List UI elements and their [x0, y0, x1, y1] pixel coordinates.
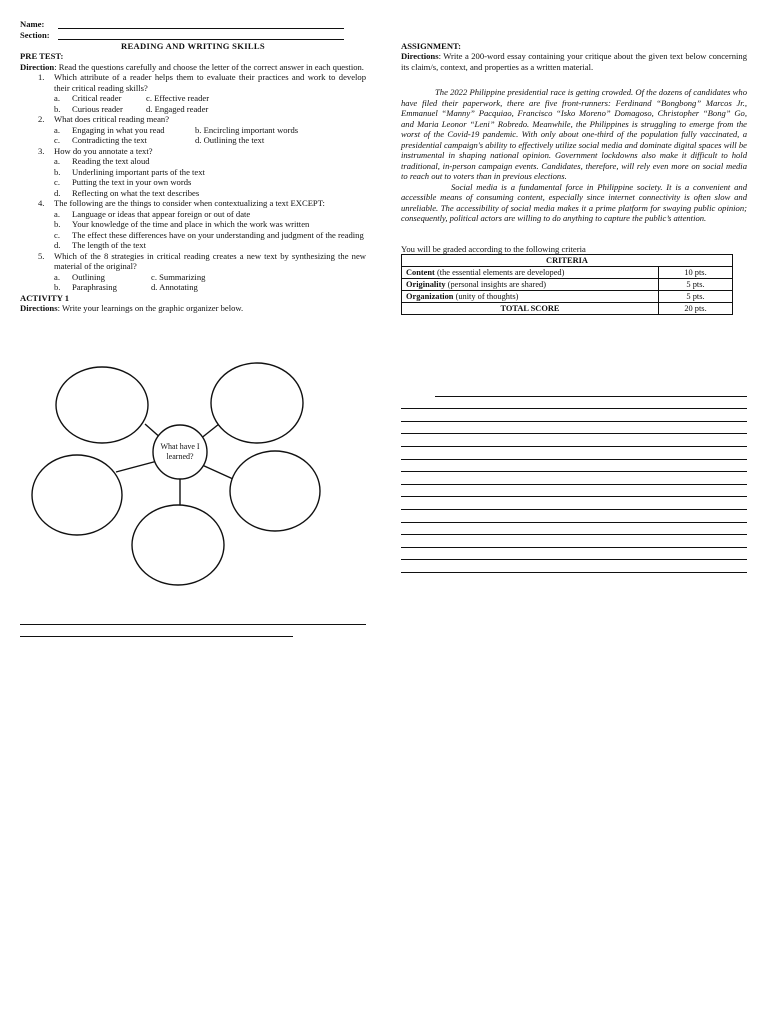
option-letter: b. [54, 103, 61, 114]
assignment-heading-text: ASSIGNMENT [401, 41, 459, 51]
question-text: The following are the things to consider when contextualizing a text EXCEPT: [54, 198, 325, 209]
assignment-direction-text: : Write a 200-word essay containing your critique about the given text below concerning its claim/s, context, and properties as a written material. [401, 51, 747, 72]
criteria-cell [402, 279, 659, 291]
center-text-line1: What have I [160, 442, 200, 451]
organizer-bubble-bottom[interactable] [132, 505, 224, 585]
option-text: Outlining [72, 271, 105, 282]
option-text: Curious reader [72, 103, 123, 114]
criteria-name: Organization [406, 292, 454, 302]
graded-note: You will be graded according to the following criteria [401, 243, 586, 254]
paragraph-text: The 2022 Philippine presidential race is getting crowded. Of the dozens of candidates who have filed their paperwork, there are five front-runners: Ferdinand “Bongbong” Marcos Jr., Emmanuel “Manny” Pacquiao, Francisco “Isko Moreno” Domagoso, Christopher “Bong” Go, and Maria Leonor “Leni” Robredo. Meanwhile, the Philippines is struggling to emerge from the worst of the Covid-19 pandemic. With only about one-third of the population fully vaccinated, a presidential campaign's ability to effectively utilize social media and dominate digital spaces will be instrumental in shaping national opinion. Government lockdowns also make it difficult to hold traditional, in-person campaign events. Candidates, therefore, will rely even more on social media to reach out to voters than in previous elections. [401, 87, 747, 182]
question-number: 1. [38, 72, 45, 83]
question-number: 5. [38, 250, 45, 261]
option-letter: a. [54, 93, 60, 104]
document-title: READING AND WRITING SKILLS [121, 41, 265, 51]
organizer-bubble-right[interactable] [230, 451, 320, 531]
pretest-direction-label: Direction [20, 61, 55, 72]
total-points: 20 pts. [659, 303, 733, 315]
criteria-name: Originality [406, 280, 446, 290]
assignment-heading: ASSIGNMENT: [401, 41, 462, 51]
option-text: Reading the text aloud [72, 156, 150, 167]
option-letter: a. [54, 271, 60, 282]
answer-line[interactable] [401, 422, 747, 435]
criteria-cell [402, 291, 659, 303]
organizer-bubble-left[interactable] [32, 455, 122, 535]
option-text: d. Engaged reader [146, 103, 209, 114]
option-letter: a. [54, 208, 60, 219]
answer-line[interactable] [401, 447, 747, 460]
question-text: Which attribute of a reader helps them to evaluate their practices and work to develop their critical reading skills? [54, 72, 366, 93]
answer-line[interactable] [401, 434, 747, 447]
answer-line[interactable] [401, 535, 747, 548]
answer-line[interactable] [20, 625, 293, 637]
answer-line[interactable] [401, 460, 747, 473]
answer-line[interactable] [401, 560, 747, 573]
activity-direction-label: Directions [20, 303, 58, 314]
answer-line[interactable] [401, 497, 747, 510]
option-text: Language or ideas that appear foreign or out of date [72, 208, 251, 219]
criteria-desc: (unity of thoughts) [453, 292, 519, 302]
option-letter: c. [54, 229, 60, 240]
activity-heading: ACTIVITY 1 [20, 292, 70, 303]
activity-answer-lines[interactable] [20, 614, 366, 637]
essay-answer-lines[interactable] [401, 384, 747, 573]
essay-paragraph-2 [401, 182, 747, 224]
criteria-name: Content [406, 268, 435, 278]
question-number: 4. [38, 198, 45, 209]
answer-line[interactable] [401, 510, 747, 523]
total-row [402, 303, 733, 315]
option-letter: b. [54, 219, 61, 230]
option-text: b. Encircling important words [195, 124, 299, 135]
answer-line[interactable] [401, 397, 747, 410]
answer-line[interactable] [401, 485, 747, 498]
criteria-table [401, 254, 733, 315]
question-text: What does critical reading mean? [54, 114, 170, 125]
option-text: Putting the text in your own words [72, 177, 192, 188]
table-row [402, 291, 733, 303]
criteria-header-row [402, 255, 733, 267]
question-number: 3. [38, 145, 45, 156]
option-text: The effect these differences have on your understanding and judgment of the reading [72, 229, 364, 240]
answer-line[interactable] [401, 472, 747, 485]
option-text: Your knowledge of the time and place in which the work was written [72, 219, 310, 230]
option-text: Reflecting on what the text describes [72, 187, 200, 198]
option-text: d. Outlining the text [195, 135, 265, 146]
name-label: Name: [20, 18, 45, 29]
pretest-direction-text: : Read the questions carefully and choose the letter of the correct answer in each question. [54, 61, 364, 72]
answer-line[interactable] [401, 409, 747, 422]
total-label: TOTAL SCORE [402, 303, 659, 315]
assignment-direction-label: Directions [401, 51, 439, 62]
option-text: Paraphrasing [72, 282, 117, 293]
option-text: Engaging in what you read [72, 124, 165, 135]
option-letter: a. [54, 156, 60, 167]
question-number: 2. [38, 114, 45, 125]
table-row [402, 267, 733, 279]
option-letter: b. [54, 166, 61, 177]
answer-line[interactable] [401, 548, 747, 561]
option-letter: c. [54, 135, 60, 146]
table-row [402, 279, 733, 291]
section-label: Section: [20, 29, 50, 40]
answer-line[interactable] [435, 384, 747, 397]
option-text: Critical reader [72, 93, 122, 104]
question-text: How do you annotate a text? [54, 145, 153, 156]
organizer-bubble-top-left[interactable] [56, 367, 148, 443]
center-text-line2: learned? [166, 452, 194, 461]
essay-passage [401, 87, 747, 223]
option-text: c. Effective reader [146, 93, 210, 104]
option-text: d. Annotating [151, 282, 198, 293]
option-text: Underlining important parts of the text [72, 166, 205, 177]
organizer-bubble-top-right[interactable] [211, 363, 303, 443]
paragraph-text: Social media is a fundamental force in Philippine society. It is a convenient and accessible means of consuming content, especially since internet connectivity is often slow and unreliable. The accessibility of social media makes it a prime platform for swaying public opinion; consequently, political actors are willing to do anything to capture the public’s attention. [401, 181, 747, 224]
answer-line[interactable] [401, 523, 747, 536]
option-text: Contradicting the text [72, 135, 147, 146]
option-text: c. Summarizing [151, 271, 206, 282]
option-text: The length of the text [72, 240, 146, 251]
criteria-desc: (the essential elements are developed) [434, 268, 565, 278]
option-letter: d. [54, 187, 61, 198]
option-letter: c. [54, 177, 60, 188]
activity-direction-text: : Write your learnings on the graphic organizer below. [57, 303, 244, 314]
criteria-header: CRITERIA [402, 255, 733, 267]
answer-line[interactable] [20, 614, 366, 625]
essay-paragraph-1 [401, 87, 747, 181]
criteria-points: 5 pts. [659, 291, 733, 303]
pretest-heading: PRE TEST: [20, 51, 64, 62]
criteria-desc: (personal insights are shared) [445, 280, 547, 290]
option-letter: d. [54, 240, 61, 251]
option-letter: a. [54, 124, 60, 135]
assignment-directions [401, 51, 747, 72]
criteria-points: 10 pts. [659, 267, 733, 279]
criteria-cell [402, 267, 659, 279]
question-text: Which of the 8 strategies in critical reading creates a new text by synthesizing the new material of the original? [54, 250, 366, 272]
right-column [401, 41, 747, 315]
option-letter: b. [54, 282, 61, 293]
criteria-points: 5 pts. [659, 279, 733, 291]
